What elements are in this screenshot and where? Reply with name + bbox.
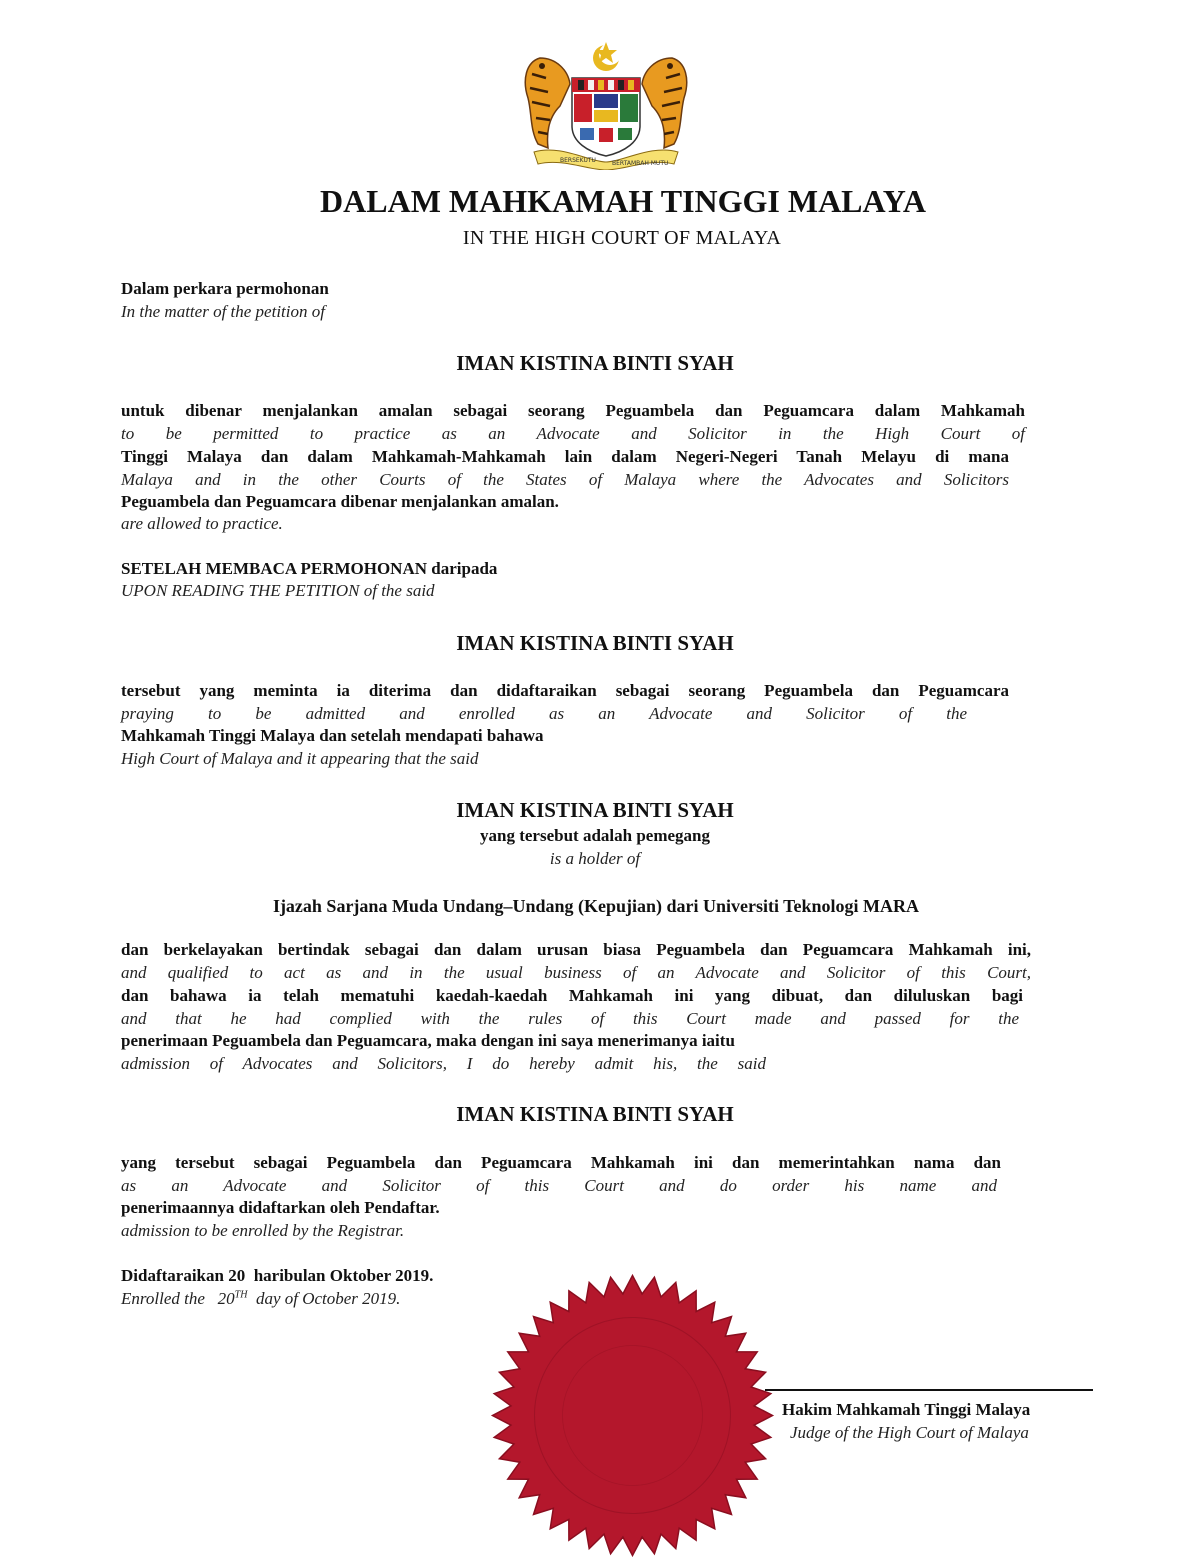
para1-line2-malay: Tinggi Malaya dan dalam Mahkamah-Mahkamah lain dalam Negeri-Negeri Tanah Melayu di mana (121, 447, 1009, 466)
para1-line1-malay: untuk dibenar menjalankan amalan sebagai seorang Peguambela dan Peguamcara dalam Mahkamah (121, 401, 1025, 420)
enrolled-date-malay: Didaftaraikan 20 haribulan Oktober 2019. (121, 1266, 434, 1285)
signature-line (765, 1389, 1093, 1391)
para1-line3-english: are allowed to practice. (121, 514, 283, 533)
petitioner-name-1: IMAN KISTINA BINTI SYAH (456, 351, 734, 375)
right-tiger-icon (642, 58, 687, 148)
enrolled-date-english (121, 1289, 400, 1309)
para2-line1-english: praying to be admitted and enrolled as an Advocate and Solicitor of the (121, 704, 967, 723)
enrolled-date-part2: day of October 2019. (247, 1289, 401, 1308)
para4-line2-english: admission to be enrolled by the Registrar. (121, 1221, 405, 1240)
matter-heading-english: In the matter of the petition of (121, 302, 325, 321)
court-title-english: IN THE HIGH COURT OF MALAYA (462, 227, 782, 249)
para1-line3-malay: Peguambela dan Peguamcara dibenar menjalankan amalan. (121, 492, 559, 511)
degree-text: Ijazah Sarjana Muda Undang–Undang (Kepujian) dari Universiti Teknologi MARA (272, 896, 920, 916)
matter-heading-malay: Dalam perkara permohonan (121, 279, 329, 298)
para2-line1-malay: tersebut yang meminta ia diterima dan didaftaraikan sebagai seorang Peguambela dan Peguamcara (121, 681, 1009, 700)
petitioner-name-2: IMAN KISTINA BINTI SYAH (456, 631, 734, 655)
crescent-star-icon (593, 42, 621, 71)
motto-right-text: BERTAMBAH MUTU (612, 160, 669, 167)
para3-line3-malay: penerimaan Peguambela dan Peguamcara, maka dengan ini saya menerimanya iaitu (121, 1031, 735, 1050)
para4-line1-english: as an Advocate and Solicitor of this Court and do order his name and (121, 1176, 997, 1195)
shield-icon (572, 78, 640, 156)
enrolled-date-suffix: TH (234, 1289, 248, 1301)
para4-line2-malay: penerimaannya didaftarkan oleh Pendaftar. (121, 1198, 440, 1217)
para2-line2-malay: Mahkamah Tinggi Malaya dan setelah mendapati bahawa (121, 726, 544, 745)
petitioner-name-4: IMAN KISTINA BINTI SYAH (456, 1102, 734, 1126)
para4-line1-malay: yang tersebut sebagai Peguambela dan Peguamcara Mahkamah ini dan memerintahkan nama dan (121, 1153, 1001, 1172)
judge-title-malay: Hakim Mahkamah Tinggi Malaya (782, 1400, 1031, 1419)
para1-line1-english: to be permitted to practice as an Advocate and Solicitor in the High Court of (121, 424, 1025, 443)
para3-line2-malay: dan bahawa ia telah mematuhi kaedah-kaedah Mahkamah ini yang dibuat, dan diluluskan bagi (121, 986, 1023, 1005)
holder-english: is a holder of (549, 849, 641, 868)
coat-of-arms-emblem (520, 40, 692, 170)
red-wax-seal (490, 1273, 775, 1558)
reading-rest: of the said (359, 581, 435, 600)
para3-line1-malay: dan berkelayakan bertindak sebagai dan dalam urusan biasa Peguambela dan Peguamcara Mahkamah ini, (121, 940, 1031, 959)
court-title-malay: DALAM MAHKAMAH TINGGI MALAYA (320, 183, 926, 219)
enrolled-date-part1: Enrolled the 20 (121, 1289, 235, 1308)
para3-line3-english: admission of Advocates and Solicitors, I do hereby admit his, the said (121, 1054, 766, 1073)
para1-line2-english: Malaya and in the other Courts of the States of Malaya where the Advocates and Solicitors (121, 470, 1009, 489)
reading-caps: UPON READING THE PETITION (121, 581, 360, 600)
para3-line2-english: and that he had complied with the rules of this Court made and passed for the (121, 1009, 1019, 1028)
petitioner-name-3: IMAN KISTINA BINTI SYAH (456, 798, 734, 822)
holder-malay: yang tersebut adalah pemegang (480, 826, 710, 845)
left-tiger-icon (525, 58, 570, 148)
reading-heading-malay: SETELAH MEMBACA PERMOHONAN daripada (121, 559, 498, 578)
judge-title-english: Judge of the High Court of Malaya (790, 1423, 1029, 1442)
para2-line2-english: High Court of Malaya and it appearing that the said (121, 749, 479, 768)
motto-left-text: BERSEKUTU (560, 157, 596, 164)
reading-heading-english (121, 581, 435, 601)
para3-line1-english: and qualified to act as and in the usual business of an Advocate and Solicitor of this Court, (121, 963, 1031, 982)
